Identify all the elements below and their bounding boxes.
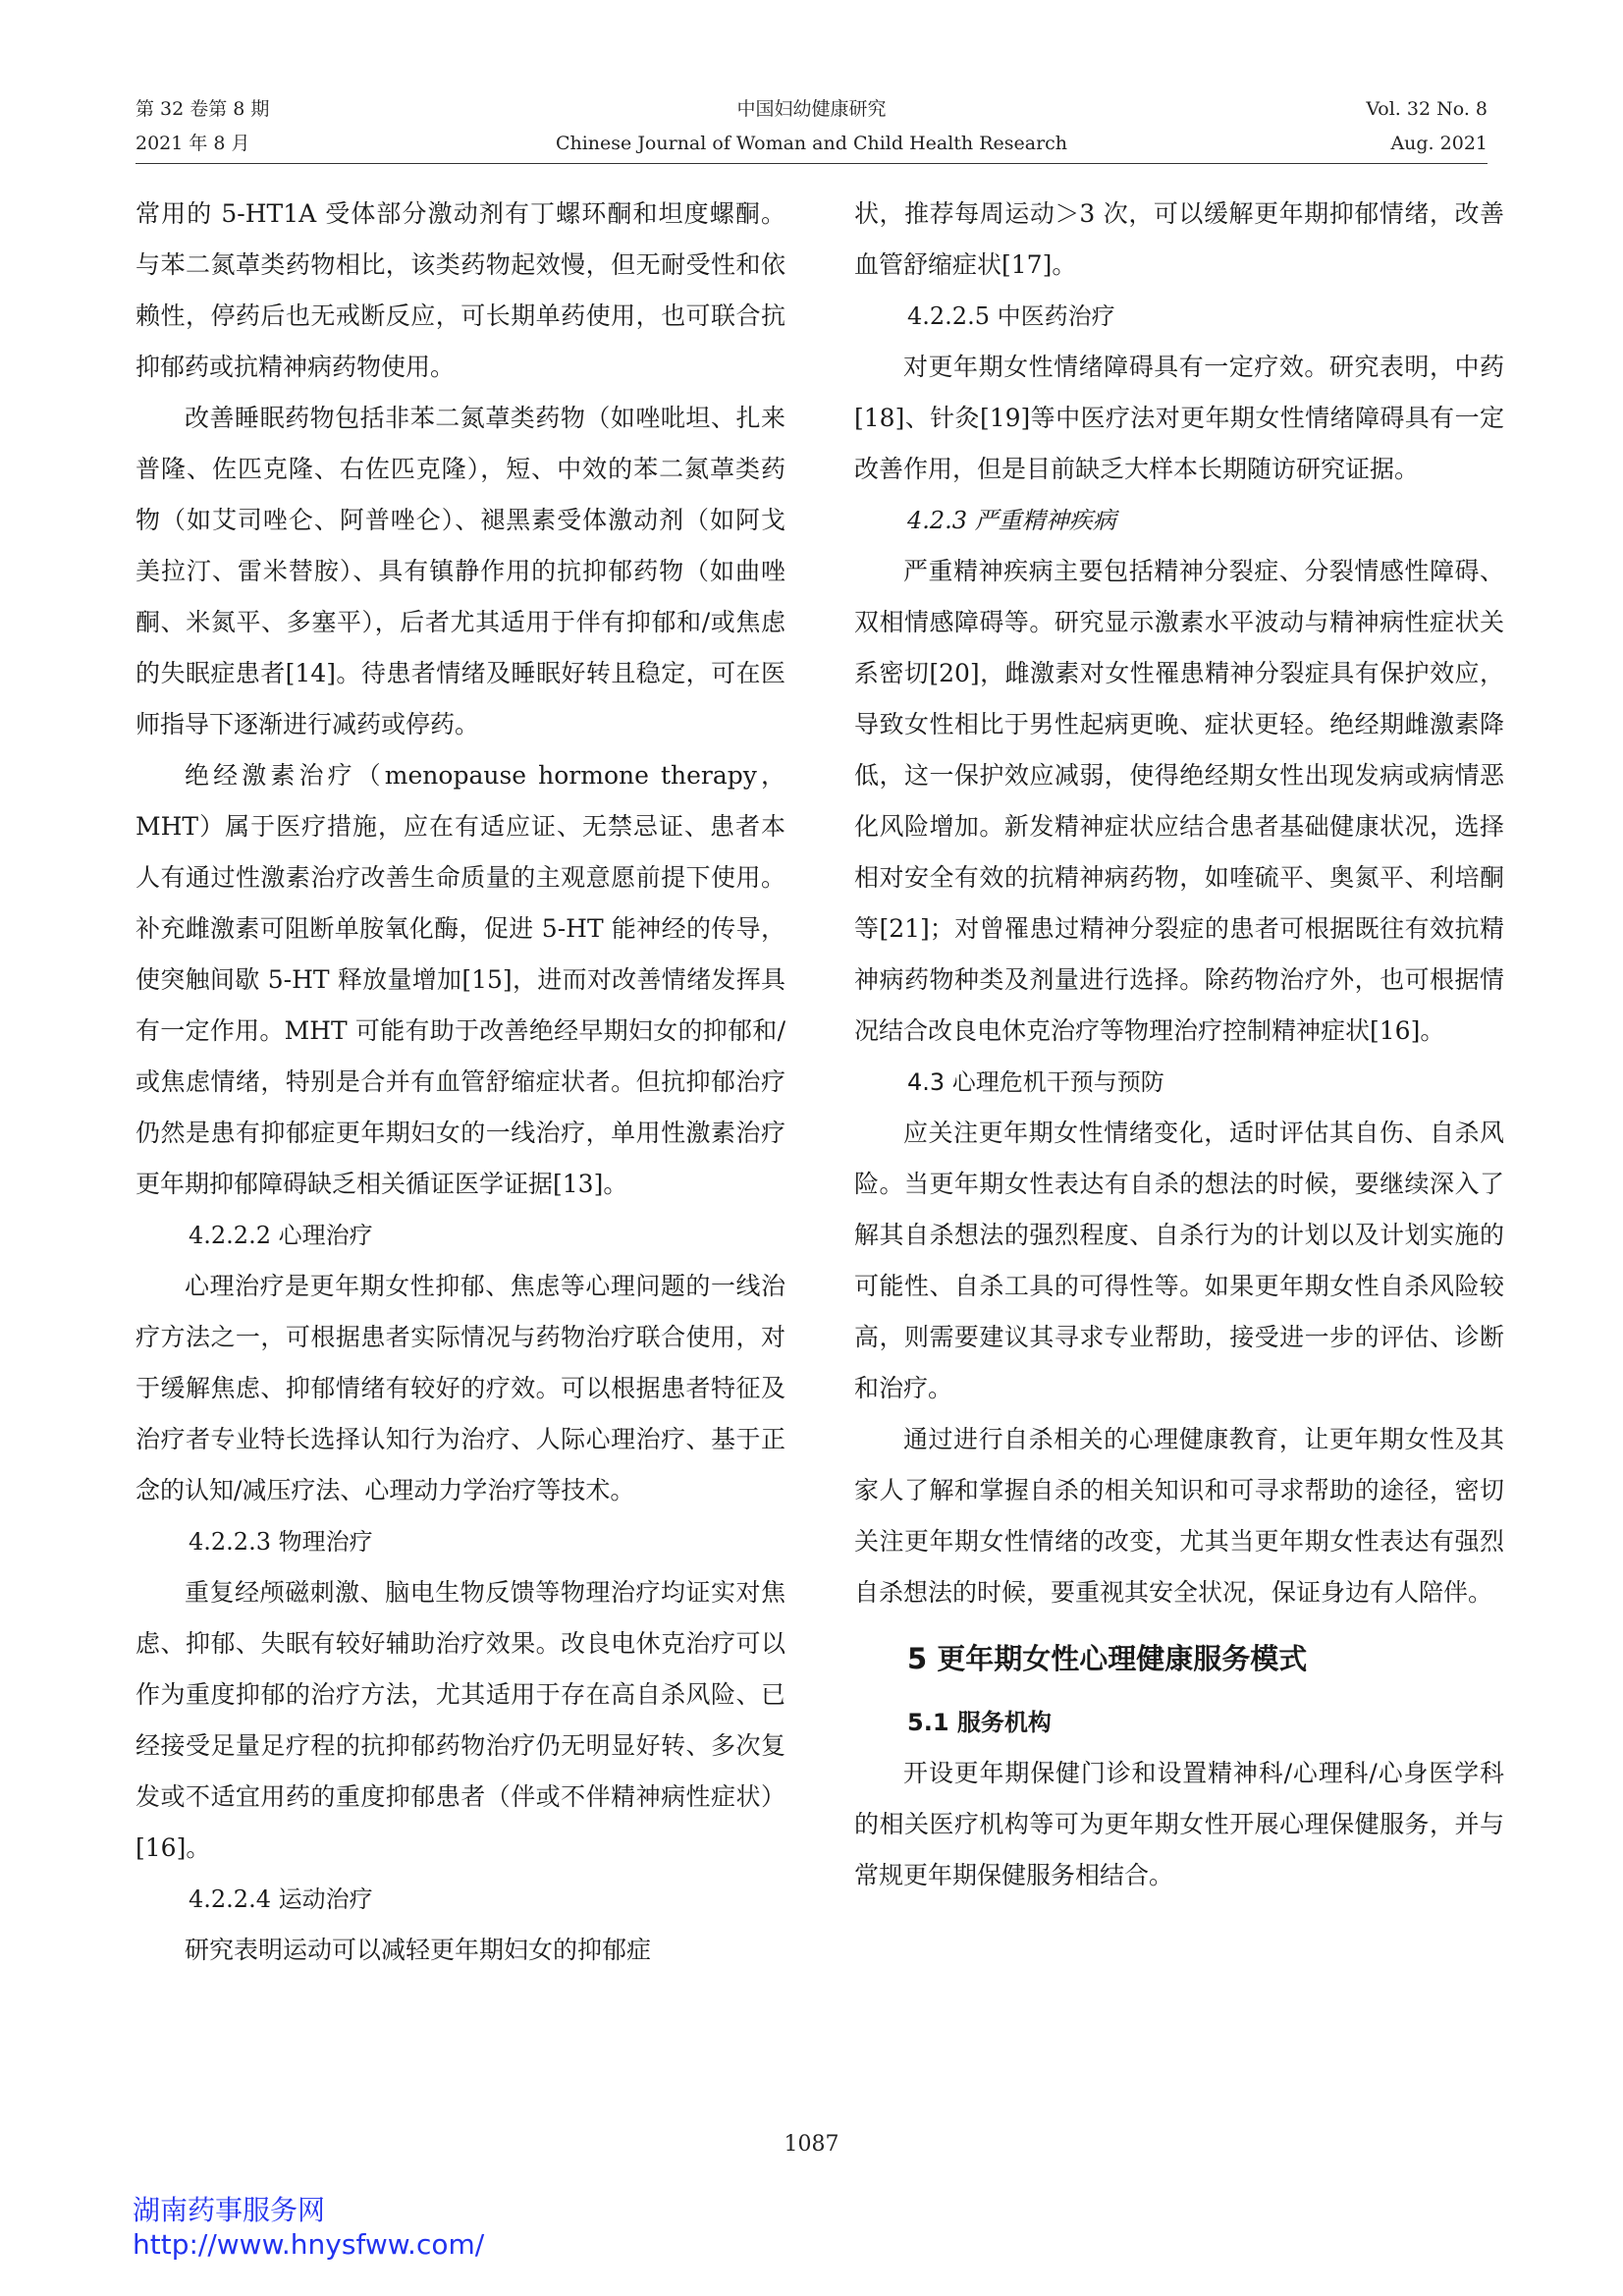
paragraph: 严重精神疾病主要包括精神分裂症、分裂情感性障碍、双相情感障碍等。研究显示激素水平波动与精神病性症状关系密切[20]，雌激素对女性罹患精神分裂症具有保护效应，导致女性相比于男性起病更晚、症状更轻。绝经期雌激素降低，这一保护效应减弱，使得绝经期女性出现发病或病情恶化风险增加。新发精神症状应结合患者基础健康状况，选择相对安全有效的抗精神病药物，如喹硫平、奥氮平、利培酮等[21]；对曾罹患过精神分裂症的患者可根据既往有效抗精神病药物种类及剂量进行选择。除药物治疗外，也可根据情况结合改良电休克治疗等物理治疗控制精神症状[16]。 xyxy=(854,557,1504,1045)
date-cn: 2021 年 8 月 xyxy=(135,133,250,154)
paragraph: 开设更年期保健门诊和设置精神科/心理科/心身医学科的相关医疗机构等可为更年期女性开展心理保健服务，并与常规更年期保健服务相结合。 xyxy=(854,1759,1504,1889)
paragraph: 重复经颅磁刺激、脑电生物反馈等物理治疗均证实对焦虑、抑郁、失眠有较好辅助治疗效果。改良电休克治疗可以作为重度抑郁的治疗方法，尤其适用于存在高自杀风险、已经接受足量足疗程的抗抑郁药物治疗仍无明显好转、多次复发或不适宜用药的重度抑郁患者（伴或不伴精神病性症状）[16]。 xyxy=(135,1578,785,1862)
paragraph: 研究表明运动可以减轻更年期妇女的抑郁症 xyxy=(185,1936,652,1964)
section-heading: 5.1 服务机构 xyxy=(907,1709,1052,1736)
volume-issue-en: Vol. 32 No. 8 xyxy=(1366,98,1488,120)
paragraph: 应关注更年期女性情绪变化，适时评估其自伤、自杀风险。当更年期女性表达有自杀的想法的时候，要继续深入了解其自杀想法的强烈程度、自杀行为的计划以及计划实施的可能性、自杀工具的可得性等。如果更年期女性自杀风险较高，则需要建议其寻求专业帮助，接受进一步的评估、诊断和治疗。 xyxy=(854,1119,1504,1402)
watermark-name: 湖南药事服务网 xyxy=(133,2194,326,2226)
journal-title-cn: 中国妇幼健康研究 xyxy=(736,98,887,120)
paragraph: 改善睡眠药物包括非苯二氮䓬类药物（如唑吡坦、扎来普隆、佐匹克隆、右佐匹克隆），短、中效的苯二氮䓬类药物（如艾司唑仑、阿普唑仑）、褪黑素受体激动剂（如阿戈美拉汀、雷米替胺）、具有镇静作用的抗抑郁药物（如曲唑酮、米氮平、多塞平），后者尤其适用于伴有抑郁和/或焦虑的失眠症患者[14]。待患者情绪及睡眠好转且稳定，可在医师指导下逐渐进行减药或停药。 xyxy=(135,404,785,738)
watermark-url[interactable]: http://www.hnysfww.com/ xyxy=(133,2228,485,2261)
left-column xyxy=(135,189,785,1976)
subsection-heading: 4.2.2.2 心理治疗 xyxy=(189,1222,373,1249)
paragraph: 通过进行自杀相关的心理健康教育，让更年期女性及其家人了解和掌握自杀的相关知识和可寻求帮助的途径，密切关注更年期女性情绪的改变，尤其当更年期女性表达有强烈自杀想法的时候，要重视其安全状况，保证身边有人陪伴。 xyxy=(854,1425,1504,1607)
subsection-heading: 4.2.2.5 中医药治疗 xyxy=(907,302,1115,330)
page-number: 1087 xyxy=(784,2132,839,2157)
chapter-heading: 5 更年期女性心理健康服务模式 xyxy=(907,1642,1308,1675)
subsection-heading: 4.2.3 严重精神疾病 xyxy=(907,507,1116,534)
subsection-heading: 4.2.2.4 运动治疗 xyxy=(189,1886,373,1913)
volume-issue-cn: 第 32 卷第 8 期 xyxy=(135,98,270,120)
journal-title-en: Chinese Journal of Woman and Child Health Research xyxy=(555,133,1068,154)
subsection-heading: 4.2.2.3 物理治疗 xyxy=(189,1528,373,1556)
paragraph: 绝经激素治疗（menopause hormone therapy，MHT）属于医疗措施，应在有适应证、无禁忌证、患者本人有通过性激素治疗改善生命质量的主观意愿前提下使用。补充雌激素可阻断单胺氧化酶，促进 5-HT 能神经的传导，使突触间歇 5-HT 释放量增加[15]，进而对改善情绪发挥具有一定作用。MHT 可能有助于改善绝经早期妇女的抑郁和/或焦虑情绪，特别是合并有血管舒缩症状者。但抗抑郁治疗仍然是患有抑郁症更年期妇女的一线治疗，单用性激素治疗更年期抑郁障碍缺乏相关循证医学证据[13]。 xyxy=(135,761,785,1198)
date-en: Aug. 2021 xyxy=(1390,133,1488,154)
paragraph: 常用的 5-HT1A 受体部分激动剂有丁螺环酮和坦度螺酮。与苯二氮䓬类药物相比，该类药物起效慢，但无耐受性和依赖性，停药后也无戒断反应，可长期单药使用，也可联合抗抑郁药或抗精神病药物使用。 xyxy=(135,199,785,381)
header-rule xyxy=(135,163,1488,164)
header-right xyxy=(1366,92,1488,161)
paragraph: 对更年期女性情绪障碍具有一定疗效。研究表明，中药[18]、针灸[19]等中医疗法对更年期女性情绪障碍具有一定改善作用，但是目前缺乏大样本长期随访研究证据。 xyxy=(854,353,1504,483)
section-heading: 4.3 心理危机干预与预防 xyxy=(907,1068,1164,1096)
right-column xyxy=(854,189,1504,1901)
paragraph: 心理治疗是更年期女性抑郁、焦虑等心理问题的一线治疗方法之一，可根据患者实际情况与药物治疗联合使用，对于缓解焦虑、抑郁情绪有较好的疗效。可以根据患者特征及治疗者专业特长选择认知行为治疗、人际心理治疗、基于正念的认知/减压疗法、心理动力学治疗等技术。 xyxy=(135,1272,785,1504)
paragraph: 状，推荐每周运动＞3 次，可以缓解更年期抑郁情绪，改善血管舒缩症状[17]。 xyxy=(854,199,1504,279)
